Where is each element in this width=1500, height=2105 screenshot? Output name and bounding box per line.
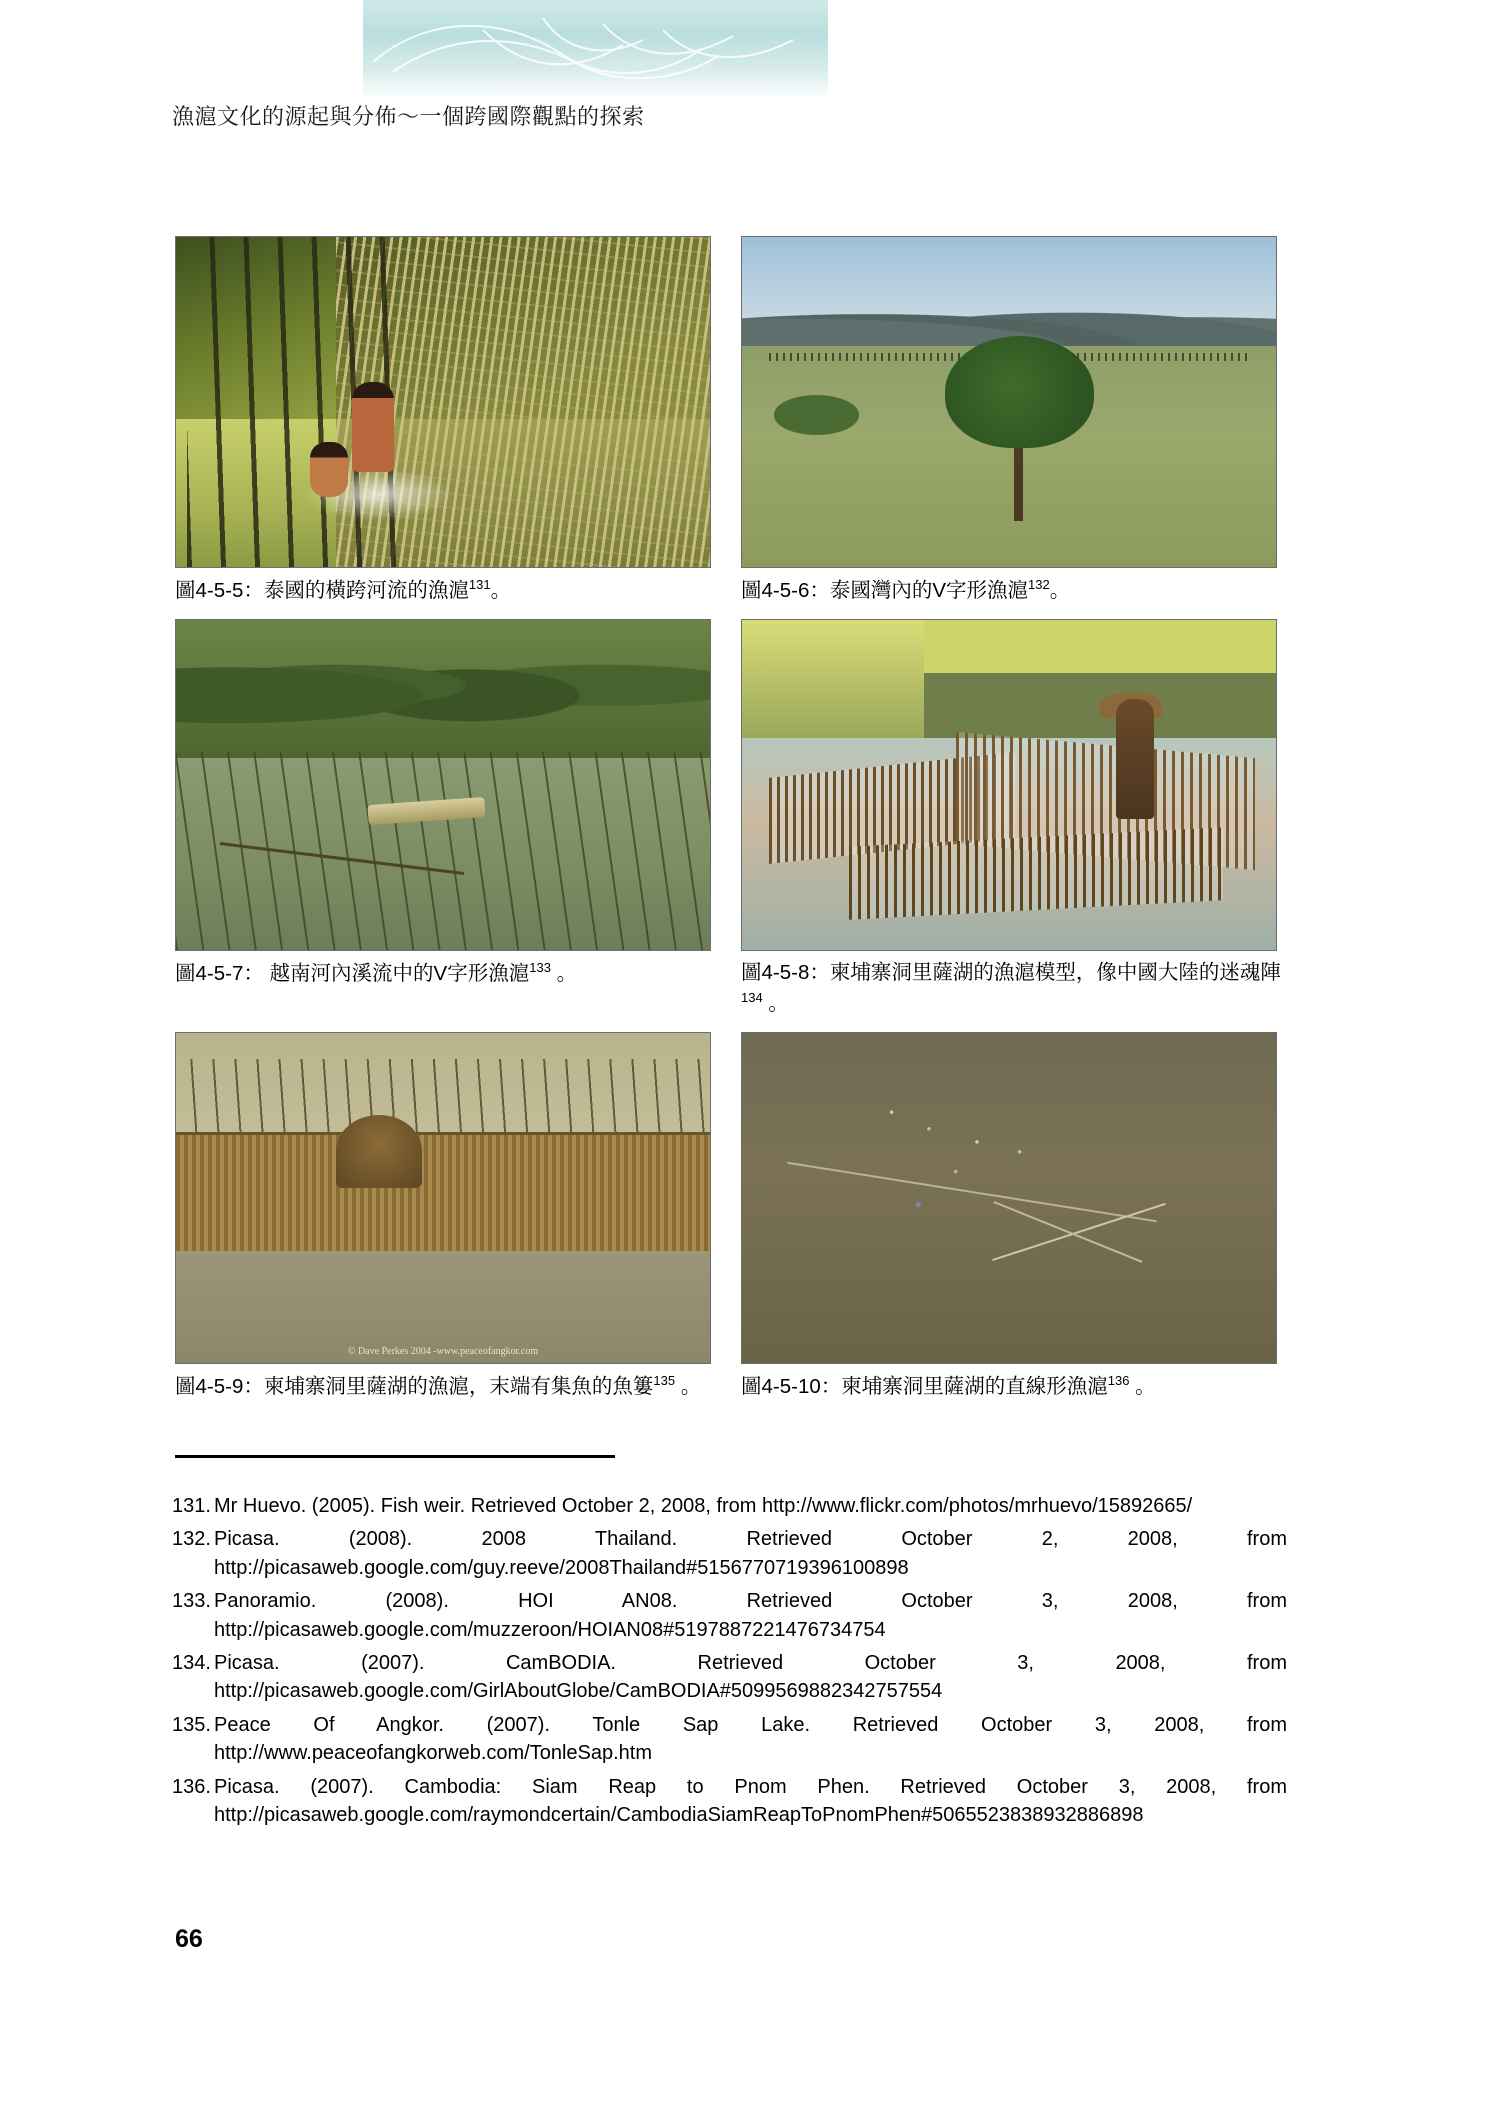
footnote-item xyxy=(172,1587,1287,1644)
footnote-number: 133. xyxy=(172,1590,211,1613)
footnote-text: Picasa. (2007). Cambodia: Siam Reap to Pnom Phen. Retrieved October 3, 2008, from http://picasaweb.google.com/raymondcertain/CambodiaSiamReapToPnomPhen#5065523838932886898 xyxy=(214,1775,1287,1826)
footnote-number: 134. xyxy=(172,1651,211,1674)
footnote-list xyxy=(172,1492,1287,1834)
figure-cell-4-5-10 xyxy=(741,1032,1285,1403)
header-swirl-icon xyxy=(363,0,828,100)
figure-caption-tail: 。 xyxy=(1129,1374,1156,1398)
figure-image-credit: © Dave Perkes 2004 -www.peaceofangkor.com xyxy=(347,1345,539,1357)
figure-caption-text: 圖4-5-6：泰國灣內的V字形漁滬 xyxy=(741,578,1029,602)
figure-caption-tail: 。 xyxy=(675,1374,702,1398)
footnote-text: Panoramio. (2008). HOI AN08. Retrieved October 3, 2008, from http://picasaweb.google.com/muzzeroon/HOIAN08#5197887221476734754 xyxy=(214,1590,1287,1641)
figure-caption-text: 圖4-5-5：泰國的橫跨河流的漁滬 xyxy=(175,578,469,602)
footnote-item xyxy=(172,1492,1287,1520)
footnote-item xyxy=(172,1649,1287,1706)
figure-caption-text: 圖4-5-8：柬埔寨洞里薩湖的漁滬模型，像中國大陸的迷魂陣 xyxy=(741,960,1281,984)
figure-caption-text: 圖4-5-10：柬埔寨洞里薩湖的直線形漁滬 xyxy=(741,1374,1108,1398)
figure-image-4-5-9 xyxy=(175,1032,711,1364)
figure-cell-4-5-8 xyxy=(741,619,1285,1020)
footnote-number: 132. xyxy=(172,1528,211,1551)
footnote-item xyxy=(172,1711,1287,1768)
figure-caption-tail: 。 xyxy=(1049,578,1071,602)
figure-caption-tail: 。 xyxy=(762,992,789,1016)
figure-caption-4-5-7 xyxy=(175,958,719,990)
figure-image-4-5-6 xyxy=(741,236,1277,568)
figure-caption-footnote-ref: 132 xyxy=(1028,577,1050,592)
figure-caption-text: 圖4-5-9：柬埔寨洞里薩湖的漁滬，末端有集魚的魚簍 xyxy=(175,1374,654,1398)
figure-caption-4-5-8 xyxy=(741,958,1285,1020)
figure-cell-4-5-9 xyxy=(175,1032,719,1403)
footnote-text: Picasa. (2008). 2008 Thailand. Retrieved October 2, 2008, from http://picasaweb.google.com/guy.reeve/2008Thailand#5156770719396100898 xyxy=(214,1528,1287,1579)
footnote-item xyxy=(172,1525,1287,1582)
figure-image-4-5-10 xyxy=(741,1032,1277,1364)
figure-caption-footnote-ref: 134 xyxy=(741,990,763,1006)
figure-row-2 xyxy=(175,619,1285,1020)
figure-caption-footnote-ref: 136 xyxy=(1107,1372,1130,1388)
footnote-number: 135. xyxy=(172,1713,211,1736)
figure-image-4-5-7 xyxy=(175,619,711,951)
figure-caption-footnote-ref: 131 xyxy=(468,577,491,592)
footnote-number: 136. xyxy=(172,1775,211,1798)
footnote-number: 131. xyxy=(172,1495,211,1517)
footnote-separator-rule xyxy=(175,1455,615,1458)
footnote-item xyxy=(172,1773,1287,1830)
figure-caption-tail: 。 xyxy=(490,578,512,602)
footnote-text: Picasa. (2007). CamBODIA. Retrieved October 3, 2008, from http://picasaweb.google.com/GirlAboutGlobe/CamBODIA#5099569882342757554 xyxy=(214,1651,1287,1703)
figure-grid xyxy=(175,236,1285,1414)
figure-image-4-5-5 xyxy=(175,236,711,568)
figure-caption-4-5-9 xyxy=(175,1371,719,1403)
figure-row-1 xyxy=(175,236,1285,607)
footnote-text: Peace Of Angkor. (2007). Tonle Sap Lake. Retrieved October 3, 2008, from http://www.peaceofangkorweb.com/TonleSap.htm xyxy=(214,1713,1287,1765)
figure-cell-4-5-6 xyxy=(741,236,1285,607)
figure-cell-4-5-7 xyxy=(175,619,719,1020)
figure-caption-tail: 。 xyxy=(550,961,578,985)
page-number: 66 xyxy=(175,1925,203,1953)
figure-caption-4-5-5 xyxy=(175,575,719,607)
figure-image-4-5-8 xyxy=(741,619,1277,951)
figure-caption-4-5-10 xyxy=(741,1371,1285,1403)
figure-caption-4-5-6 xyxy=(741,575,1285,607)
figure-row-3 xyxy=(175,1032,1285,1403)
figure-cell-4-5-5 xyxy=(175,236,719,607)
figure-caption-text: 圖4-5-7： 越南河內溪流中的V字形漁滬 xyxy=(175,961,530,985)
figure-caption-footnote-ref: 135 xyxy=(653,1372,676,1388)
footnote-text: Mr Huevo. (2005). Fish weir. Retrieved October 2, 2008, from http://www.flickr.com/photos/mrhuevo/15892665/ xyxy=(214,1495,1193,1517)
running-head: 漁滬文化的源起與分佈～一個跨國際觀點的探索 xyxy=(172,104,645,129)
header-decoration-band xyxy=(363,0,828,100)
figure-caption-footnote-ref: 133 xyxy=(529,959,551,975)
